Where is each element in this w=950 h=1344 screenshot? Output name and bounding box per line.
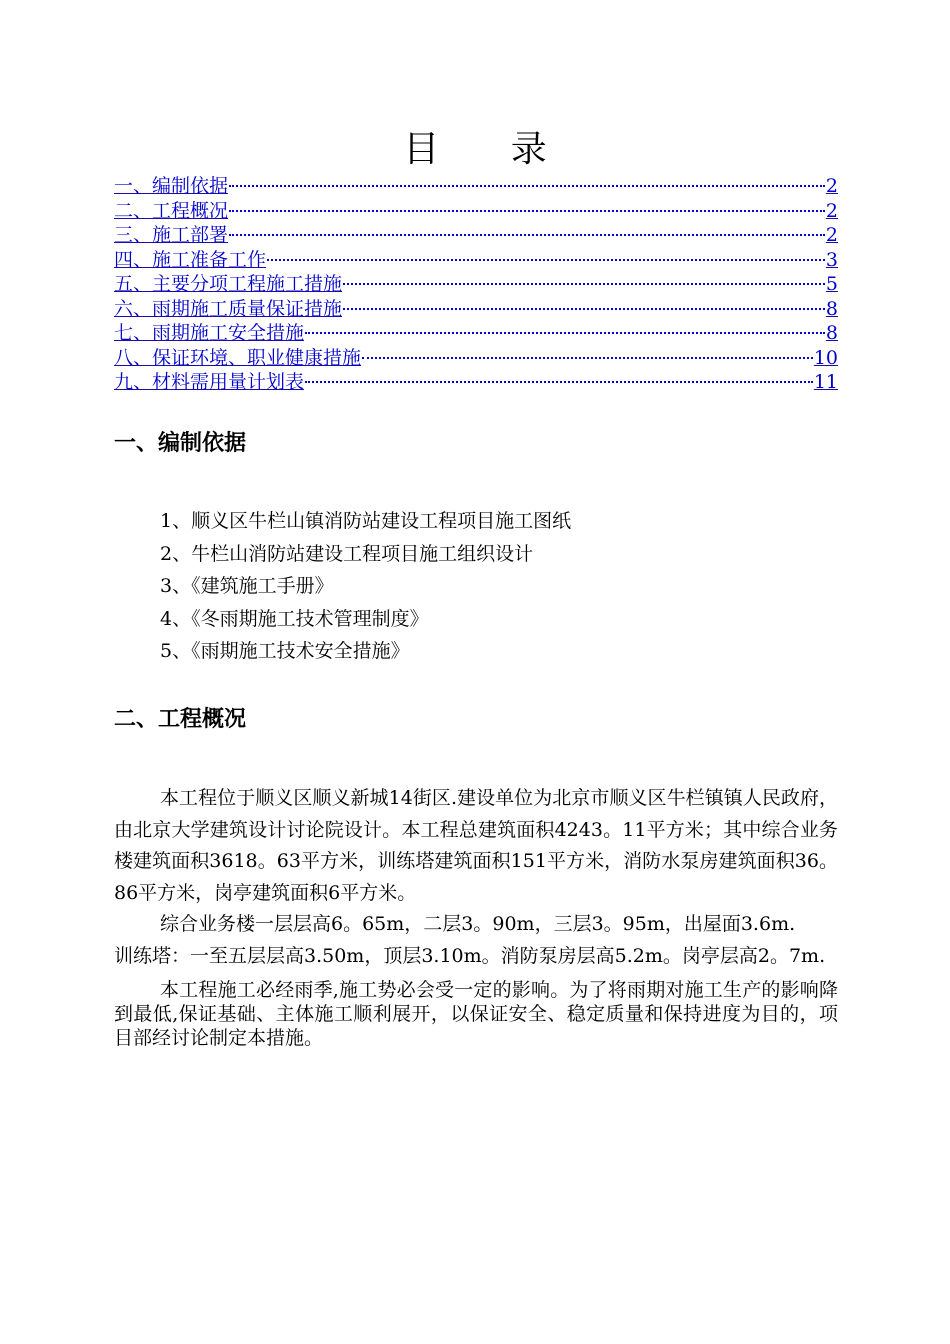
toc-link[interactable]	[114, 199, 838, 224]
list-item: 1、顺义区牛栏山镇消防站建设工程项目施工图纸	[160, 510, 572, 532]
toc-page-number: 5	[825, 273, 838, 295]
toc-leader-dots	[305, 381, 813, 383]
toc-link[interactable]	[114, 370, 838, 395]
list-item: 4、《冬雨期施工技术管理制度》	[160, 607, 429, 630]
toc-page-number: 10	[813, 346, 838, 369]
toc-link[interactable]	[114, 297, 838, 322]
list-item: 2、牛栏山消防站建设工程项目施工组织设计	[160, 542, 534, 565]
overview-paragraph: 训练塔：一至五层层高3.50m，顶层3.10m。消防泵房层高5.2m。岗亭层高2。7m.	[114, 944, 826, 967]
toc-link[interactable]	[114, 174, 838, 199]
toc-link-label: 二、工程概况	[114, 199, 229, 222]
toc-leader-dots	[362, 357, 813, 359]
list-item: 5、《雨期施工技术安全措施》	[160, 640, 410, 662]
toc-leader-dots	[343, 308, 825, 310]
toc-leader-dots	[229, 185, 825, 187]
toc-link-label: 一、编制依据	[114, 175, 229, 197]
toc-link[interactable]	[114, 223, 838, 248]
reference-list	[160, 505, 860, 668]
toc-link[interactable]	[114, 248, 838, 273]
table-of-contents	[114, 174, 838, 395]
overview-paragraph: 本工程施工必经雨季,施工势必会受一定的影响。为了将雨期对施工生产的影响降到最低,保证基础、主体施工顺利展开，以保证安全、稳定质量和保持进度为目的，项目部经讨论制定本措施。	[114, 979, 838, 1049]
toc-page-number: 8	[825, 322, 838, 344]
toc-link-label: 七、雨期施工安全措施	[114, 322, 305, 344]
toc-leader-dots	[229, 210, 825, 212]
toc-page-number: 3	[825, 248, 838, 271]
toc-leader-dots	[343, 283, 825, 285]
toc-link[interactable]	[114, 321, 838, 346]
toc-title: 目 录	[403, 129, 577, 170]
toc-leader-dots	[305, 332, 825, 334]
toc-link-label: 八、保证环境、职业健康措施	[114, 346, 362, 369]
toc-link-label: 九、材料需用量计划表	[114, 371, 305, 393]
section-heading-basis: 一、编制依据	[114, 431, 247, 456]
list-item: 3、《建筑施工手册》	[160, 575, 334, 597]
toc-link-label: 四、施工准备工作	[114, 248, 267, 271]
toc-page-number: 11	[813, 371, 838, 393]
toc-leader-dots	[267, 259, 825, 261]
overview-body	[114, 783, 838, 1050]
toc-link[interactable]	[114, 272, 838, 297]
toc-link-label: 三、施工部署	[114, 224, 229, 246]
toc-page-number: 2	[825, 175, 838, 197]
toc-leader-dots	[229, 234, 825, 236]
toc-link-label: 六、雨期施工质量保证措施	[114, 297, 343, 320]
toc-link-label: 五、主要分项工程施工措施	[114, 273, 343, 295]
toc-link[interactable]	[114, 346, 838, 371]
toc-page-number: 8	[825, 297, 838, 320]
section-heading-overview: 二、工程概况	[114, 707, 247, 732]
toc-page-number: 2	[825, 224, 838, 246]
overview-paragraph: 综合业务楼一层层高6。65m，二层3。90m，三层3。95m，出屋面3.6m.	[160, 913, 796, 935]
toc-page-number: 2	[825, 199, 838, 222]
overview-paragraph: 本工程位于顺义区顺义新城14街区.建设单位为北京市顺义区牛栏镇镇人民政府，由北京大学建筑设计讨论院设计。本工程总建筑面积4243。11平方米；其中综合业务楼建筑面积3618。63平方米，训练塔建筑面积151平方米，消防水泵房建筑面积36。86平方米，岗亭建筑面积6平方米。	[114, 787, 838, 904]
